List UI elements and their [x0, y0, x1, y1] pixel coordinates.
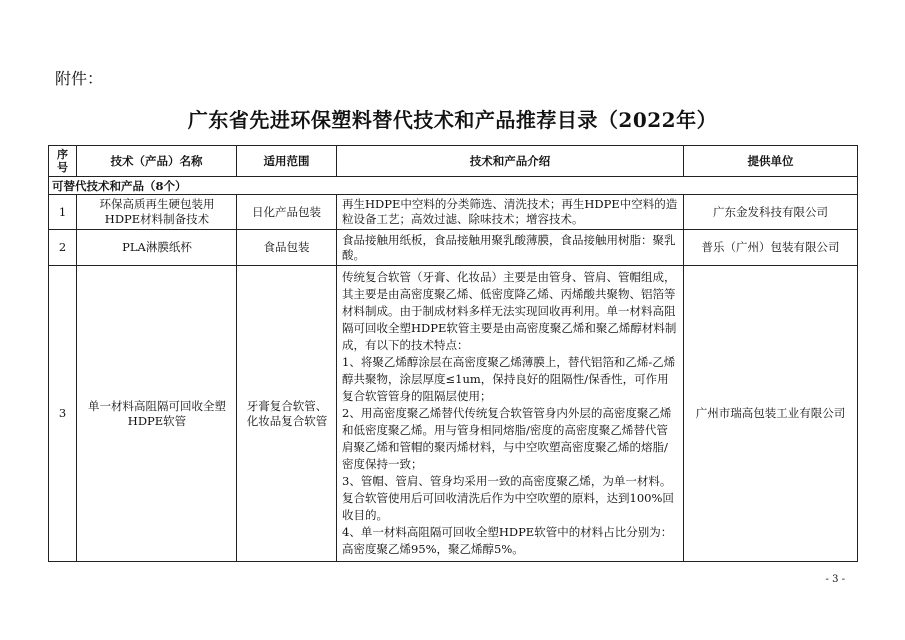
attachment-label: 附件： — [55, 69, 104, 88]
row1-tech-name: 环保高质再生硬包装用HDPE材料制备技术 — [99, 197, 215, 226]
document-title: 广东省先进环保塑料替代技术和产品推荐目录（2022年） — [187, 108, 718, 132]
row2-scope: 食品包装 — [263, 240, 310, 254]
row2-intro: 食品接触用纸板，食品接触用聚乳酸薄膜，食品接触用树脂：聚乳酸。 — [342, 232, 676, 262]
row2-seq: 2 — [58, 240, 67, 254]
row3-tech-name: 单一材料高阻隔可回收全塑HDPE软管 — [88, 398, 226, 428]
table-border-right — [857, 145, 858, 562]
page-number: - 3 - — [825, 574, 845, 585]
row1-provider: 广东金发科技有限公司 — [713, 204, 828, 219]
row2-provider: 普乐（广州）包装有限公司 — [701, 240, 840, 254]
row3-intro-point-1: 1、将聚乙烯醇涂层在高密度聚乙烯薄膜上，替代铝箔和乙烯-乙烯醇共聚物，涂层厚度≤1um，保持良好的阻隔性/保香性，可作用复合软管管身的阻隔层使用； — [342, 355, 676, 403]
col-divider-1 — [76, 194, 77, 562]
row3-provider: 广州市瑞高包装工业有限公司 — [695, 406, 846, 420]
row3-intro — [342, 269, 678, 558]
row3-intro-point-3: 3、管帽、管肩、管身均采用一致的高密度聚乙烯，为单一材料。复合软管使用后可回收清洗后作为中空吹塑的原料，达到100%回收目的。 — [342, 474, 674, 522]
header-divider — [48, 176, 858, 177]
recommendation-table — [48, 145, 858, 562]
row3-intro-paragraph: 传统复合软管（牙膏、化妆品）主要是由管身、管肩、管帽组成，其主要是由高密度聚乙烯、低密度降乙烯、丙烯酸共聚物、铝箔等材料制成。由于制成材料多样无法实现回收再利用。单一材料高阻隔可回收全塑HDPE软管主要是由高密度聚乙烯和聚乙烯醇材料制成，有以下的技术特点： — [342, 270, 677, 352]
row1-scope: 日化产品包装 — [252, 204, 321, 219]
header-scope: 适用范围 — [263, 153, 310, 168]
row2-tech-name: PLA淋膜纸杯 — [122, 240, 192, 254]
row3-seq: 3 — [58, 406, 67, 420]
col-divider-3 — [336, 194, 337, 562]
row1-seq: 1 — [58, 204, 67, 219]
row3-intro-point-2: 2、用高密度聚乙烯替代传统复合软管管身内外层的高密度聚乙烯和低密度聚乙烯。用与管身相同熔脂/密度的高密度聚乙烯替代管肩聚乙烯和管帽的聚丙烯材料，与中空吹塑高密度聚乙烯的熔脂/密度保持一致； — [342, 406, 672, 471]
header-provider: 提供单位 — [747, 153, 794, 168]
row1-intro: 再生HDPE中空料的分类筛选、清洗技术；再生HDPE中空料的造粒设备工艺；高效过滤、除味技术；增容技术。 — [342, 197, 678, 226]
row3-intro-point-4: 4、单一材料高阻隔可回收全塑HDPE软管中的材料占比分别为：高密度聚乙烯95%，聚乙烯醇5%。 — [342, 525, 673, 556]
header-intro: 技术和产品介绍 — [469, 153, 551, 168]
table-border-bottom — [48, 561, 858, 562]
header-seq: 序号 — [57, 148, 68, 174]
header-tech-name: 技术（产品）名称 — [110, 153, 203, 168]
section-label: 可替代技术和产品（8个） — [52, 179, 187, 193]
row3-scope: 牙膏复合软管、化妆品复合软管 — [246, 398, 328, 428]
